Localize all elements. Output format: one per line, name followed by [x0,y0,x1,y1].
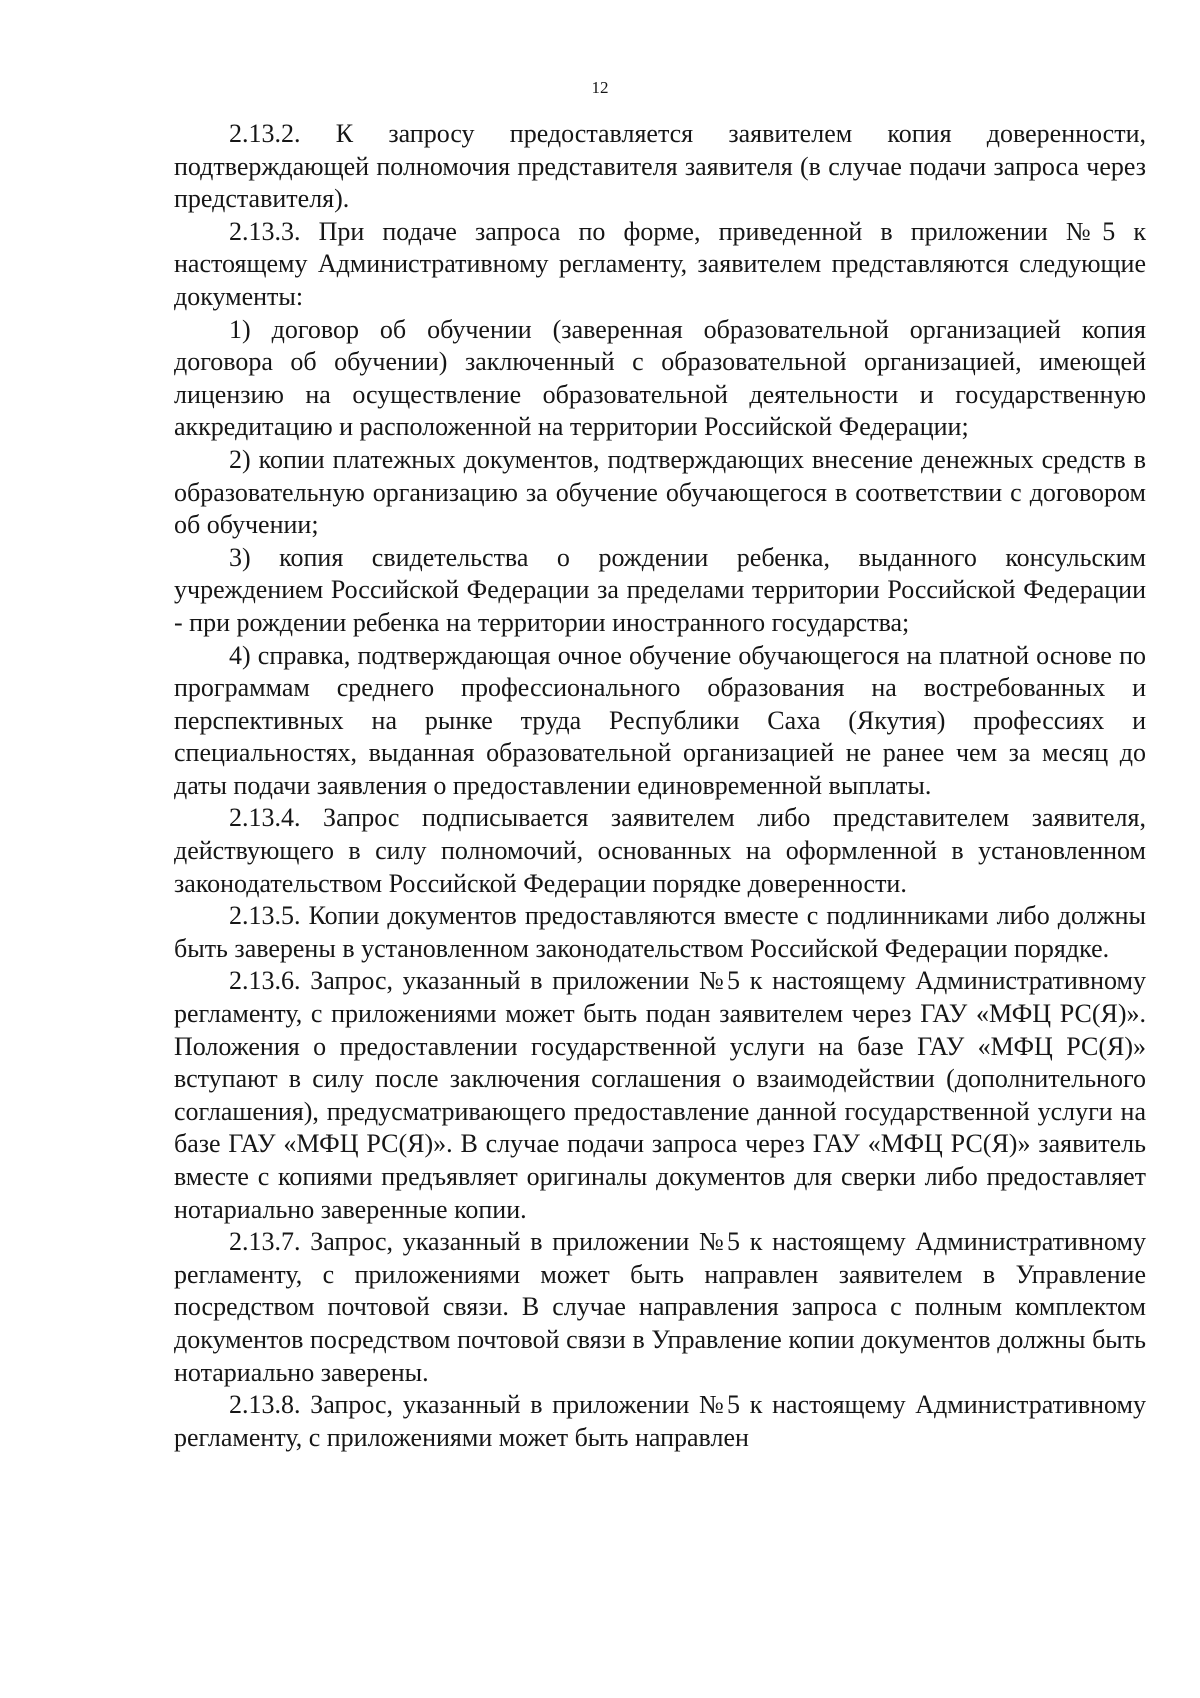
paragraph-2-13-7: 2.13.7. Запрос, указанный в приложении №5 к настоящему Административному регламенту, с приложениями может быть направлен заявителем в Управление посредством почтовой связи. В случае направления запроса с полным комплектом документов посредством почтовой связи в Управление копии документов должны быть нотариально заверены. [174,1227,1146,1387]
paragraph-2-13-2: 2.13.2. К запросу предоставляется заявителем копия доверенности, подтверждающей полномочия представителя заявителя (в случае подачи запроса через представителя). [174,119,1146,214]
paragraph-2-13-5: 2.13.5. Копии документов предоставляются вместе с подлинниками либо должны быть заверены в установленном законодательством Российской Федерации порядке. [174,901,1146,963]
paragraph-2-13-4: 2.13.4. Запрос подписывается заявителем либо представителем заявителя, действующего в силу полномочий, основанных на оформленной в установленном законодательством Российской Федерации порядке доверенности. [174,803,1146,898]
list-item-2: 2) копии платежных документов, подтверждающих внесение денежных средств в образовательную организацию за обучение обучающегося в соответствии с договором об обучении; [174,444,1146,540]
list-item-3: 3) копия свидетельства о рождении ребенка, выданного консульским учреждением Российской Федерации за пределами территории Российской Федерации - при рождении ребенка на территории иностранного государства; [174,542,1146,637]
page-number: 12 [591,78,609,97]
paragraph-2-13-6: 2.13.6. Запрос, указанный в приложении №5 к настоящему Административному регламенту, с приложениями может быть подан заявителем через ГАУ «МФЦ РС(Я)». Положения о предоставлении государственной услуги на базе ГАУ «МФЦ РС(Я)» вступают в силу после заключения соглашения о взаимодействии (дополнительного соглашения), предусматривающего предоставление данной государственной услуги на базе ГАУ «МФЦ РС(Я)». В случае подачи запроса через ГАУ «МФЦ РС(Я)» заявитель вместе с копиями предъявляет оригиналы документов для сверки либо предоставляет нотариально заверенные копии. [174,966,1146,1224]
paragraph-2-13-8: 2.13.8. Запрос, указанный в приложении №5 к настоящему Административному регламенту, с приложениями может быть направлен [174,1390,1146,1452]
list-item-4: 4) справка, подтверждающая очное обучение обучающегося на платной основе по программам среднего профессионального образования на востребованных и перспективных на рынке труда Республики Саха (Якутия) профессиях и специальностях, выданная образовательной организацией не ранее чем за месяц до даты подачи заявления о предоставлении единовременной выплаты. [174,640,1146,800]
document-body [174,118,1146,1454]
paragraph-2-13-3: 2.13.3. При подаче запроса по форме, приведенной в приложении №5 к настоящему Административному регламенту, заявителем представляются следующие документы: [174,216,1146,311]
list-item-1: 1) договор об обучении (заверенная образовательной организацией копия договора об обучении) заключенный с образовательной организацией, имеющей лицензию на осуществление образовательной деятельности и государственную аккредитацию и расположенной на территории Российской Федерации; [174,314,1146,442]
